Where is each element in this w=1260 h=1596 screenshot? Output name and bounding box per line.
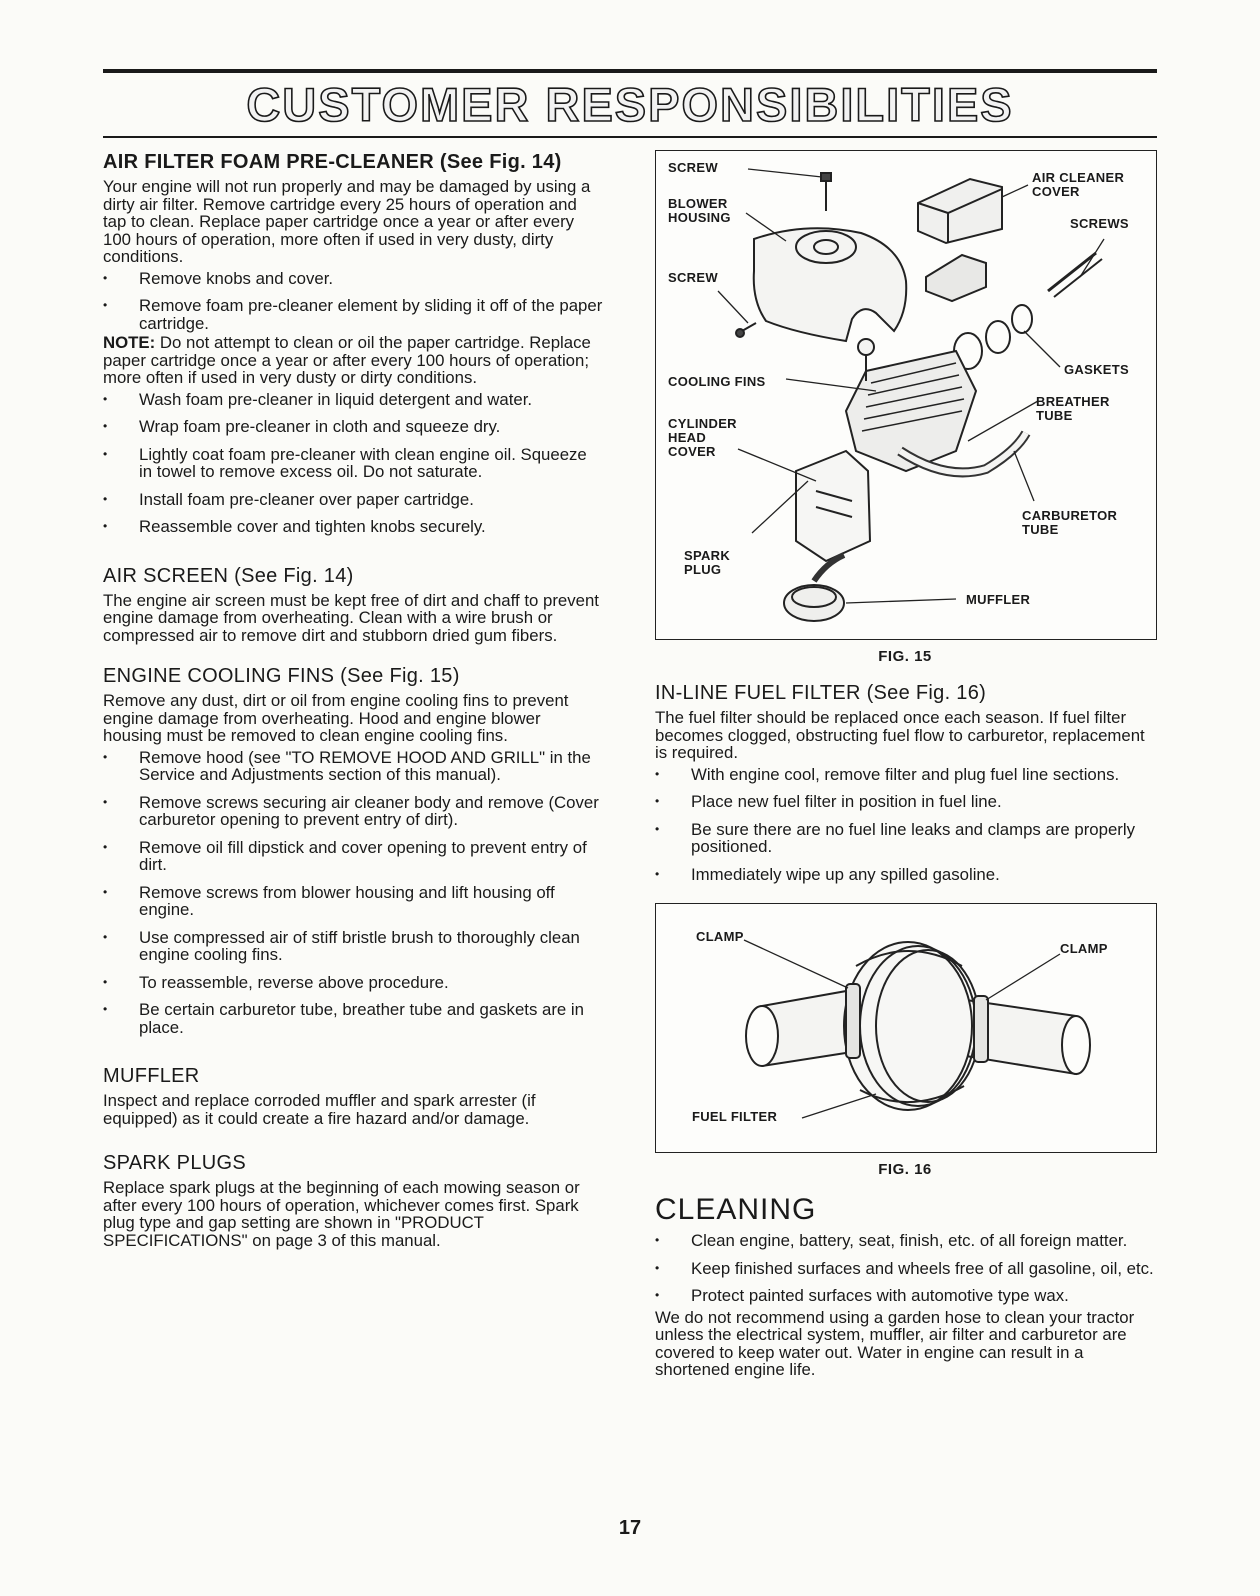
label-fuel-filter: FUEL FILTER [692, 1109, 778, 1124]
page-number: 17 [618, 1517, 642, 1539]
list-item: • Use compressed air of stiff bristle brush to thoroughly clean engine cooling fins. [103, 929, 603, 964]
label-gaskets: GASKETS [1064, 362, 1129, 377]
left-column [103, 150, 603, 1269]
fig16-fuel-filter-diagram [655, 903, 1157, 1153]
list-item: • Reassemble cover and tighten knobs securely. [103, 518, 603, 536]
list-item: • Remove foam pre-cleaner element by sliding it off of the paper cartridge. [103, 297, 603, 332]
cleaning-text: We do not recommend using a garden hose to clean your tractor unless the electrical system, muffler, air filter and carburetor are covered to keep water out. Water in engine can result in a shortened engine life. [655, 1307, 1135, 1379]
list-item: • Place new fuel filter in position in fuel line. [655, 793, 1155, 811]
cooling-fins-heading: ENGINE COOLING FINS (See Fig. 15) [103, 665, 460, 687]
label-blower-housing: BLOWER HOUSING [668, 196, 731, 225]
top-rule [103, 69, 1157, 73]
cooling-fins-steps [103, 749, 603, 1037]
spark-plugs-text: Replace spark plugs at the beginning of each mowing season or after every 100 hours of operation, whichever comes first. Spark plug type and gap setting are shown in "PRODUCT SPECIFICATIONS" on page 3 of this manual. [103, 1178, 580, 1250]
label-screws: SCREWS [1070, 216, 1129, 231]
label-screw-left: SCREW [668, 270, 718, 285]
muffler-text: Inspect and replace corroded muffler and spark arrester (if equipped) as it could create a fire hazard and/or damage. [103, 1091, 536, 1128]
right-column [655, 150, 1155, 1399]
cooling-fins-section [103, 664, 603, 1036]
list-item: • Be certain carburetor tube, breather tube and gaskets are in place. [103, 1001, 603, 1036]
air-filter-steps-b [103, 391, 603, 536]
air-filter-steps-a [103, 270, 603, 333]
muffler-section [103, 1064, 603, 1127]
list-item: • Install foam pre-cleaner over paper cartridge. [103, 491, 603, 509]
list-item: • Wrap foam pre-cleaner in cloth and squeeze dry. [103, 418, 603, 436]
air-filter-note [103, 334, 603, 387]
list-item: • Wash foam pre-cleaner in liquid detergent and water. [103, 391, 603, 409]
list-item: • To reassemble, reverse above procedure. [103, 974, 603, 992]
spark-plugs-section [103, 1151, 603, 1249]
note-text: Do not attempt to clean or oil the paper cartridge. Replace paper cartridge once a year or after every 100 hours of operation; more often if used in very dusty or dirty conditions. [103, 333, 591, 387]
list-item: • Remove screws from blower housing and lift housing off engine. [103, 884, 603, 919]
list-item: • Protect painted surfaces with automotive type wax. [655, 1287, 1155, 1305]
air-screen-section [103, 564, 603, 645]
list-item: • Immediately wipe up any spilled gasoline. [655, 866, 1155, 884]
note-label: NOTE: [103, 333, 156, 352]
label-clamp-right: CLAMP [1060, 941, 1108, 956]
label-breather-tube: BREATHER TUBE [1036, 394, 1110, 423]
fuel-filter-text: The fuel filter should be replaced once each season. If fuel filter becomes clogged, obstructing fuel flow to carburetor, replacement is required. [655, 708, 1145, 762]
title-underline [103, 136, 1157, 138]
list-item: • Clean engine, battery, seat, finish, etc. of all foreign matter. [655, 1232, 1155, 1250]
list-item: • Lightly coat foam pre-cleaner with clean engine oil. Squeeze in towel to remove excess oil. Do not saturate. [103, 446, 603, 481]
list-item: • Remove oil fill dipstick and cover opening to prevent entry of dirt. [103, 839, 603, 874]
cleaning-heading: CLEANING [655, 1193, 817, 1226]
cooling-fins-text: Remove any dust, dirt or oil from engine cooling fins to prevent engine damage from overheating. Hood and engine blower housing must be removed to clean engine cooling fins. [103, 691, 569, 745]
air-filter-intro: Your engine will not run properly and may be damaged by using a dirty air filter. Remove cartridge every 25 hours of operation and tap to clean. Replace paper cartridge once a year or after every 100 hours of operation, more often if used in very dusty, dirty conditions. [103, 177, 591, 266]
list-item: • Be sure there are no fuel line leaks and clamps are properly positioned. [655, 821, 1155, 856]
fuel-filter-steps [655, 766, 1155, 884]
air-filter-heading: AIR FILTER FOAM PRE-CLEANER (See Fig. 14) [103, 151, 562, 173]
spark-plugs-heading: SPARK PLUGS [103, 1152, 246, 1174]
list-item: • Remove knobs and cover. [103, 270, 603, 288]
label-cylinder-head-cover: CYLINDER HEAD COVER [668, 416, 737, 459]
label-clamp-left: CLAMP [696, 929, 744, 944]
fig16-caption: FIG. 16 [878, 1161, 932, 1178]
label-spark-plug: SPARK PLUG [684, 548, 731, 577]
label-cooling-fins: COOLING FINS [668, 374, 766, 389]
label-screw-top: SCREW [668, 160, 718, 175]
fig15-engine-diagram [655, 150, 1157, 640]
muffler-heading: MUFFLER [103, 1065, 200, 1087]
list-item: • Keep finished surfaces and wheels free of all gasoline, oil, etc. [655, 1260, 1155, 1278]
air-screen-heading: AIR SCREEN (See Fig. 14) [103, 564, 354, 587]
fuel-filter-heading: IN-LINE FUEL FILTER (See Fig. 16) [655, 682, 987, 704]
fuel-filter-section [655, 681, 1155, 883]
list-item: • With engine cool, remove filter and plug fuel line sections. [655, 766, 1155, 784]
label-muffler: MUFFLER [966, 592, 1031, 607]
cleaning-steps [655, 1232, 1155, 1305]
list-item: • Remove hood (see "TO REMOVE HOOD AND GRILL" in the Service and Adjustments section of this manual). [103, 749, 603, 784]
air-screen-text: The engine air screen must be kept free of dirt and chaff to prevent engine damage from overheating. Clean with a wire brush or compressed air to remove dirt and stubborn dried gum fibers. [103, 590, 599, 645]
label-carburetor-tube: CARBURETOR TUBE [1022, 508, 1118, 537]
label-air-cleaner-cover: AIR CLEANER COVER [1032, 170, 1125, 199]
air-filter-section [103, 150, 603, 536]
list-item: • Remove screws securing air cleaner body and remove (Cover carburetor opening to prevent entry of dirt). [103, 794, 603, 829]
fig15-caption: FIG. 15 [878, 648, 932, 665]
cleaning-section [655, 1194, 1155, 1379]
page-title: CUSTOMER RESPONSIBILITIES [246, 78, 1014, 131]
